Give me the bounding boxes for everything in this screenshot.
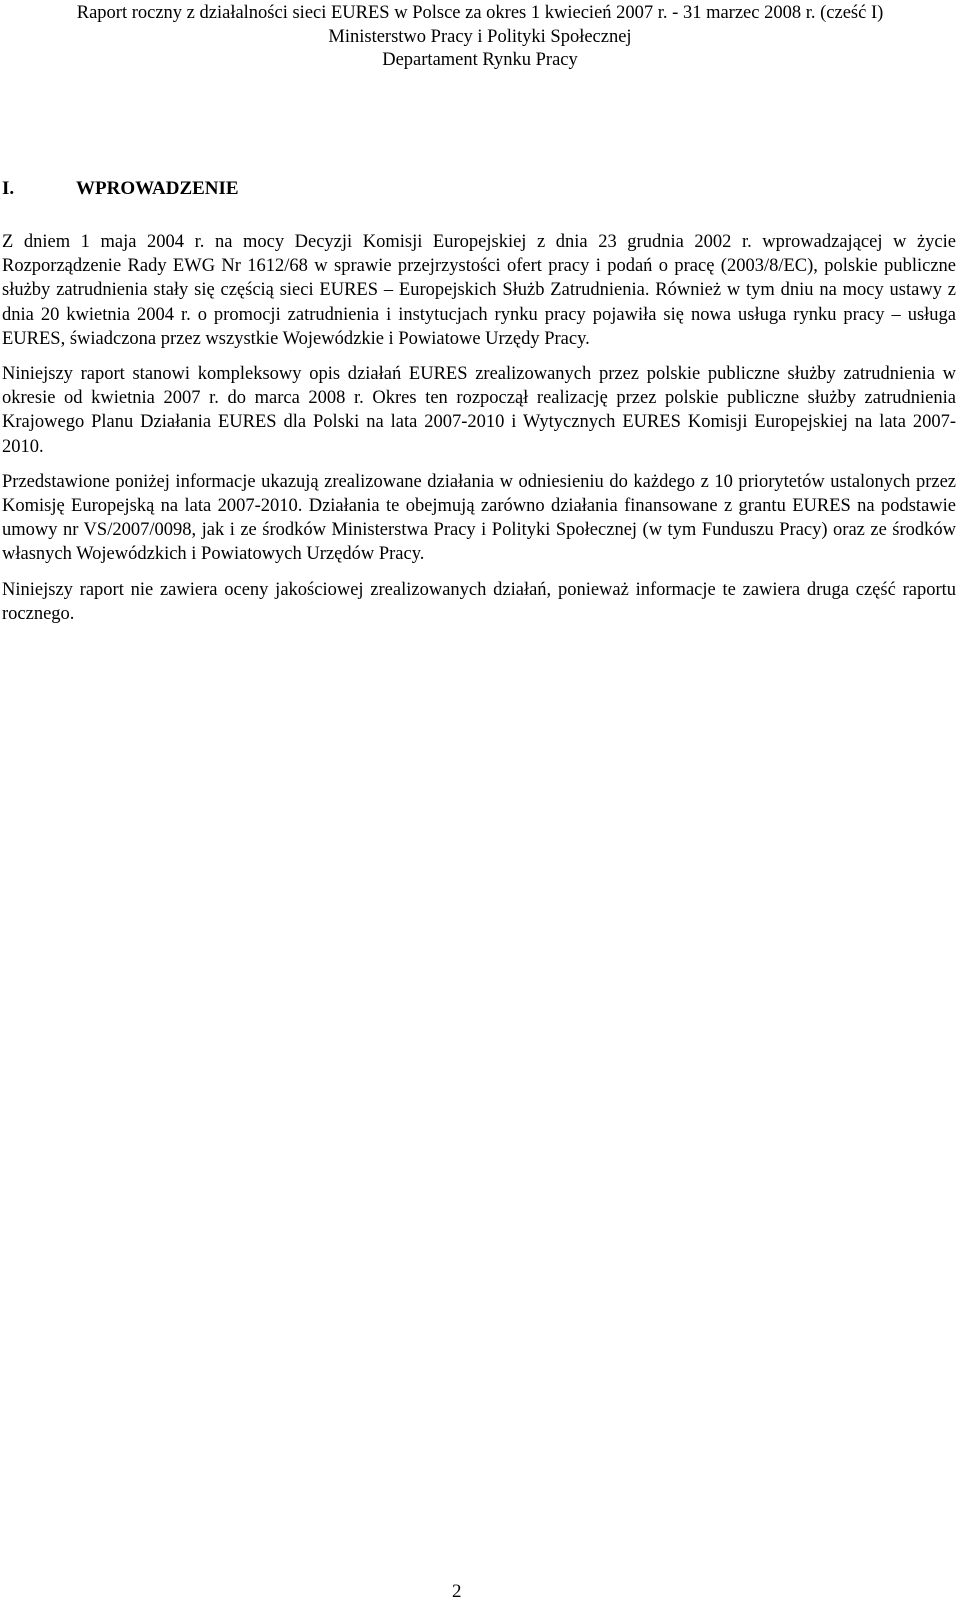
ministry-name-line: Ministerstwo Pracy i Polityki Społecznej (328, 26, 632, 47)
section-number: I. (2, 178, 15, 199)
report-title-line: Raport roczny z działalności sieci EURES w Polsce za okres 1 kwiecień 2007 r. - 31 marzec 2008 r. (cześć I) (76, 3, 884, 23)
paragraph-3: Przedstawione poniżej informacje ukazują zrealizowane działania w odniesieniu do każdego z 10 priorytetów ustalonych przez Komisję Europejską na lata 2007-2010. Działania te obejmują zarówno działania finansowane z grantu EURES na podstawie umowy nr VS/2007/0098, jak i ze środków Ministerstwa Pracy i Polityki Społecznej (w tym Funduszu Pracy) oraz ze środków własnych Wojewódzkich i Powiatowych Urzędów Pracy. (2, 471, 956, 565)
paragraph-4: Niniejszy raport nie zawiera oceny jakościowej zrealizowanych działań, ponieważ informacje te zawiera druga część raportu rocznego. (2, 579, 956, 624)
page-header (0, 2, 960, 73)
section-heading (2, 177, 239, 201)
section-title: WPROWADZENIE (76, 178, 239, 199)
department-name-line: Departament Rynku Pracy (382, 50, 578, 70)
paragraph-2: Niniejszy raport stanowi kompleksowy opis działań EURES zrealizowanych przez polskie publiczne służby zatrudnienia w okresie od kwietnia 2007 r. do marca 2008 r. Okres ten rozpoczął realizację przez polskie publiczne służby zatrudnienia Krajowego Planu Działania EURES dla Polski na lata 2007-2010 i Wytycznych EURES Komisji Europejskiej na lata 2007-2010. (2, 364, 956, 457)
page-number: 2 (452, 1581, 462, 1602)
body-text (2, 230, 956, 637)
paragraph-1: Z dniem 1 maja 2004 r. na mocy Decyzji Komisji Europejskiej z dnia 23 grudnia 2002 r. wprowadzającej w życie Rozporządzenie Rady EWG Nr 1612/68 w sprawie przejrzystości ofert pracy i podań o pracę (2003/8/EC), polskie publiczne służby zatrudnienia stały się częścią sieci EURES – Europejskich Służb Zatrudnienia. Również w tym dniu na mocy ustawy z dnia 20 kwietnia 2004 r. o promocji zatrudnienia i instytucjach rynku pracy pojawiła się nowa usługa rynku pracy – usługa EURES, świadczona przez wszystkie Wojewódzkie i Powiatowe Urzędy Pracy. (2, 232, 956, 349)
